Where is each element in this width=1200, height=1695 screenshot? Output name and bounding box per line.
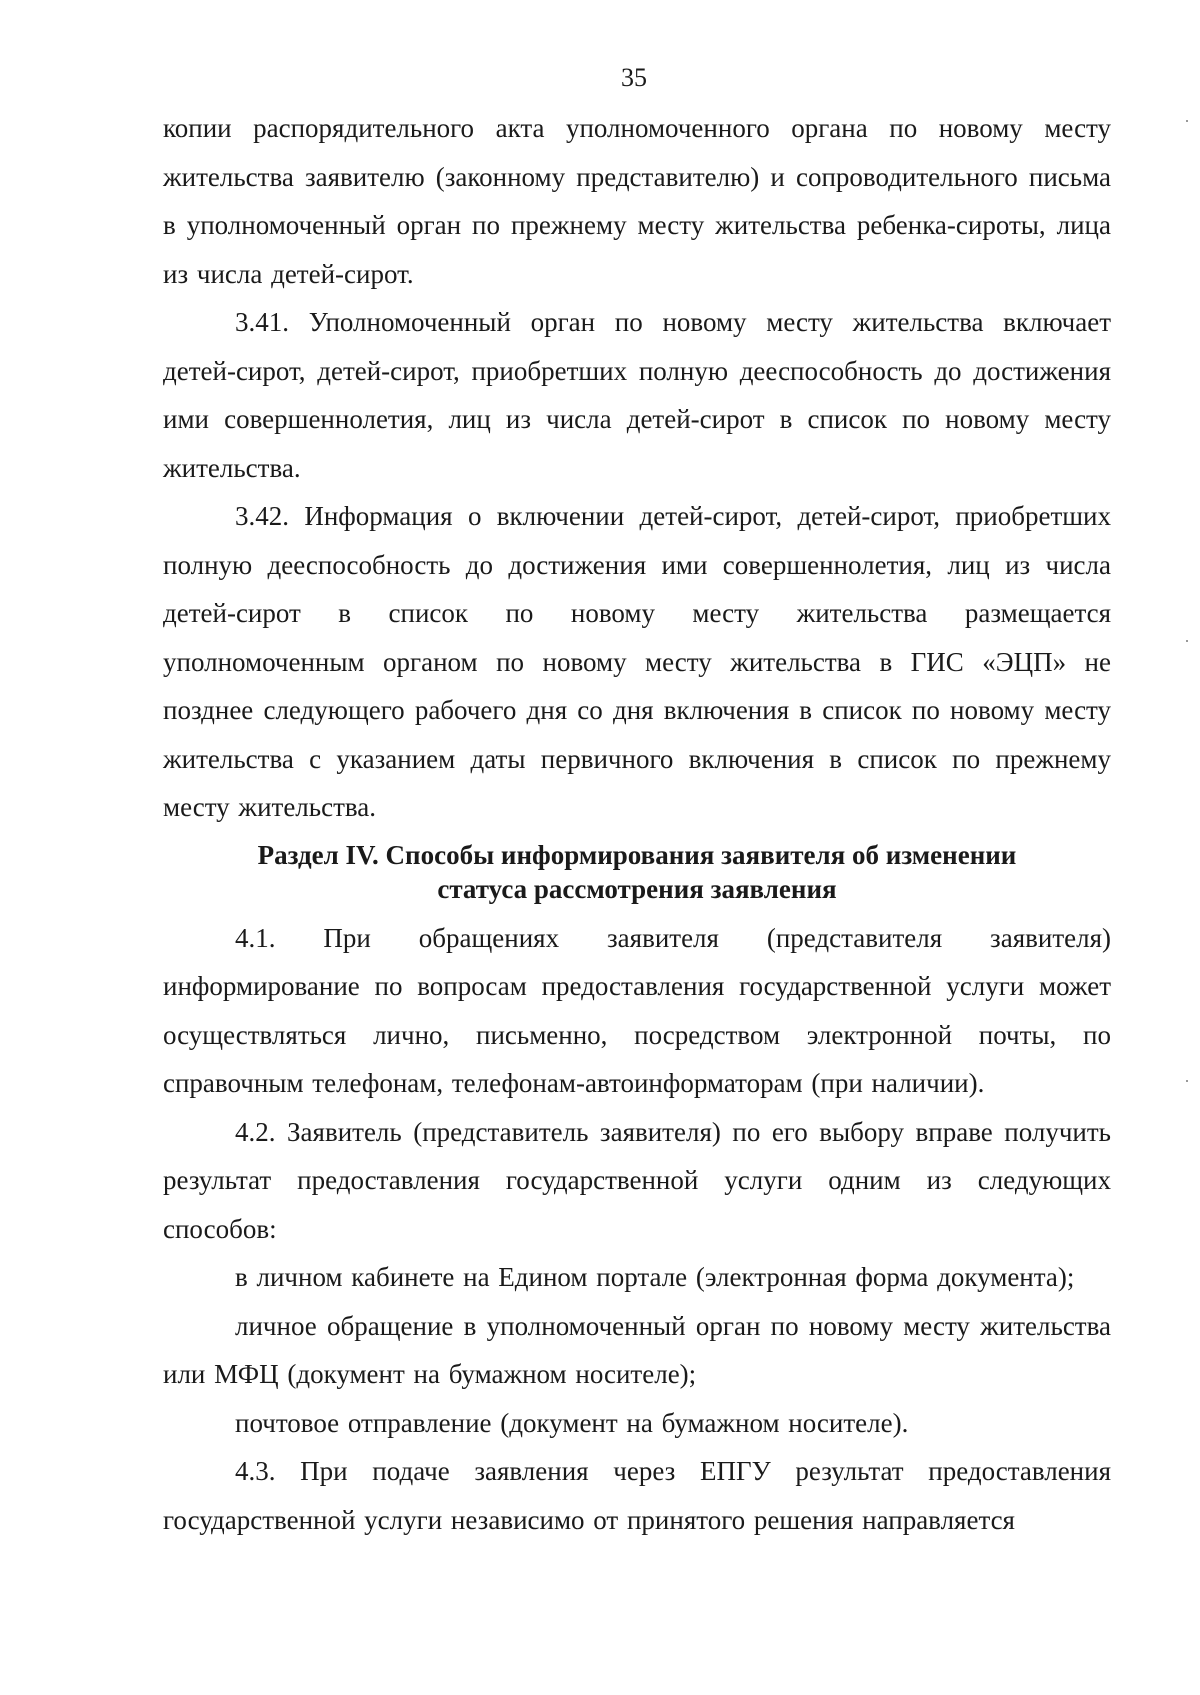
section-heading-line-1: Раздел IV. Способы информирования заявителя об изменении: [257, 839, 1017, 870]
page-number: 35: [621, 63, 647, 92]
result-option-in-person: личное обращение в уполномоченный орган по новому месту жительства или МФЦ (документ на бумажном носителе);: [163, 1310, 1111, 1389]
paragraph-4-3: 4.3. При подаче заявления через ЕПГУ результат предоставления государственной услуги независимо от принятого решения направляется: [163, 1456, 1111, 1535]
section-heading-line-2: статуса рассмотрения заявления: [437, 873, 837, 904]
section-heading: [163, 834, 1111, 914]
result-option-postal: почтовое отправление (документ на бумажном носителе).: [235, 1407, 909, 1438]
paragraph-4-1: 4.1. При обращениях заявителя (представителя заявителя) информирование по вопросам предоставления государственной услуги может осуществляться лично, письменно, посредством электронной почты, по справочным телефонам, телефонам-автоинформаторам (при наличии).: [163, 922, 1111, 1098]
paragraph-3-42: 3.42. Информация о включении детей-сирот, детей-сирот, приобретших полную дееспособность до достижения ими совершеннолетия, лиц из числа детей-сирот в список по новому месту жительства размещается уполномоченным органом по новому месту жительства в ГИС «ЭЦП» не позднее следующего рабочего дня со дня включения в список по новому месту жительства с указанием даты первичного включения в список по прежнему месту жительства.: [163, 501, 1111, 822]
paragraph-3-41: 3.41. Уполномоченный орган по новому месту жительства включает детей-сирот, детей-сирот, приобретших полную дееспособность до достижения ими совершеннолетия, лиц из числа детей-сирот в список по новому месту жительства.: [163, 307, 1111, 483]
result-option-personal-account: в личном кабинете на Едином портале (электронная форма документа);: [235, 1262, 1075, 1292]
paragraph-4-2: 4.2. Заявитель (представитель заявителя) по его выбору вправе получить результат предоставления государственной услуги одним из следующих способов:: [163, 1116, 1111, 1244]
paragraph-continuation: копии распорядительного акта уполномоченного органа по новому месту жительства заявителю (законному представителю) и сопроводительного письма в уполномоченный орган по прежнему месту жительства ребенка-сироты, лица из числа детей-сирот.: [163, 113, 1111, 289]
scan-mark: [1186, 120, 1188, 122]
document-body: [163, 104, 1111, 1544]
scan-mark: [1186, 1080, 1188, 1082]
scan-mark: [1186, 640, 1188, 642]
